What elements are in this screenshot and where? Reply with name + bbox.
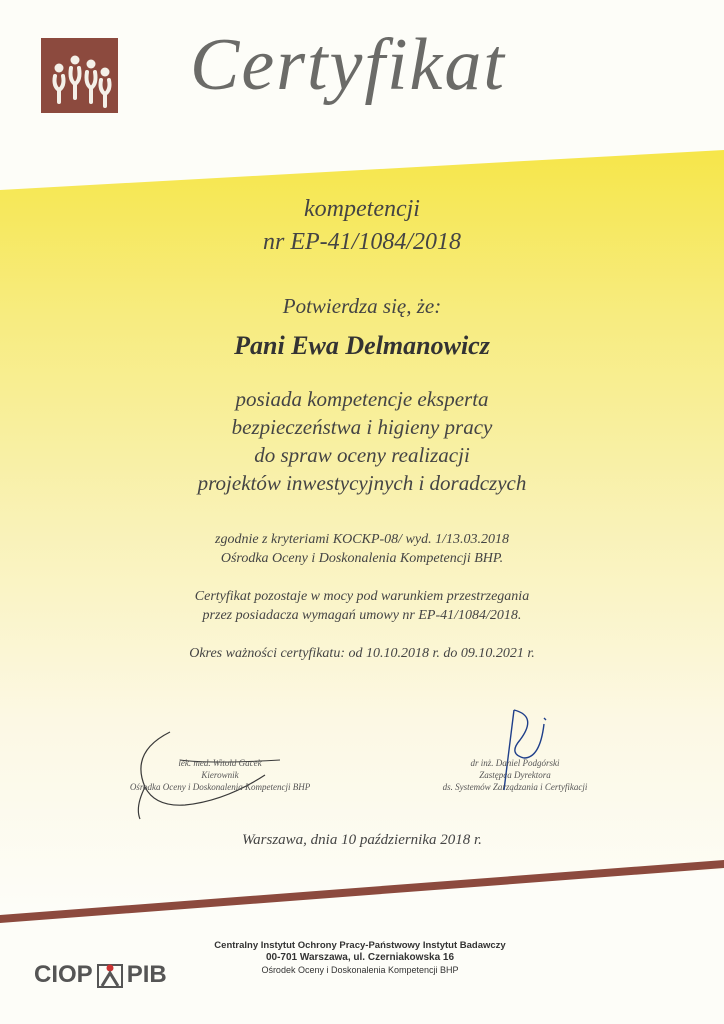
logo-text-ciop: CIOP <box>34 961 93 988</box>
validity-note <box>0 587 724 625</box>
certificate-kind: kompetencji <box>304 196 420 222</box>
criteria-line: zgodnie z kryteriami KOCKP-08/ wyd. 1/13.03.2018 <box>215 532 509 547</box>
validity-note-line: przez posiadacza wymagań umowy nr EP-41/1084/2018. <box>202 608 522 623</box>
left-signatory-name: lek. med. Witold Gacek <box>178 758 262 768</box>
left-signatory-block <box>100 757 340 793</box>
people-figures-icon <box>41 38 118 113</box>
right-signatory-unit: ds. Systemów Zarządzania i Certyfikacji <box>442 782 588 792</box>
validity-note-line: Certyfikat pozostaje w mocy pod warunkiem przestrzegania <box>194 589 530 604</box>
left-signatory-unit: Ośrodka Oceny i Doskonalenia Kompetencji BHP <box>129 782 311 792</box>
ciop-emblem-logo <box>41 38 118 113</box>
description-line: bezpieczeństwa i higieny pracy <box>231 415 493 439</box>
competence-description <box>0 385 724 497</box>
criteria-text <box>0 530 724 568</box>
right-signatory-name: dr inż. Daniel Podgórski <box>470 758 560 768</box>
description-line: posiada kompetencje eksperta <box>235 387 489 411</box>
description-line: projektów inwestycyjnych i doradczych <box>197 471 527 495</box>
validity-period: Okres ważności certyfikatu: od 10.10.2018 r. do 09.10.2021 r. <box>189 646 535 661</box>
logo-text-pib: PIB <box>126 961 167 988</box>
institute-unit: Ośrodek Oceny i Doskonalenia Kompetencji BHP <box>261 965 459 975</box>
institute-name: Centralny Instytut Ochrony Pracy-Państwowy Instytut Badawczy <box>214 940 506 951</box>
place-and-date: Warszawa, dnia 10 października 2018 r. <box>242 832 482 848</box>
certificate-title: Certyfikat <box>190 24 506 106</box>
right-signatory-block <box>395 757 635 793</box>
institute-address: 00-701 Warszawa, ul. Czerniakowska 16 <box>265 952 455 963</box>
institute-footer <box>210 940 510 976</box>
ciop-person-icon <box>97 962 123 988</box>
ciop-pib-logo <box>34 960 167 990</box>
certificate-number: nr EP-41/1084/2018 <box>263 229 461 255</box>
left-signatory-role: Kierownik <box>201 770 239 780</box>
confirmation-text: Potwierdza się, że: <box>282 294 442 318</box>
holder-name: Pani Ewa Delmanowicz <box>234 331 490 360</box>
description-line: do spraw oceny realizacji <box>254 443 470 467</box>
criteria-line: Ośrodka Oceny i Doskonalenia Kompetencji BHP. <box>220 551 504 566</box>
right-signatory-role: Zastępca Dyrektora <box>479 770 551 780</box>
